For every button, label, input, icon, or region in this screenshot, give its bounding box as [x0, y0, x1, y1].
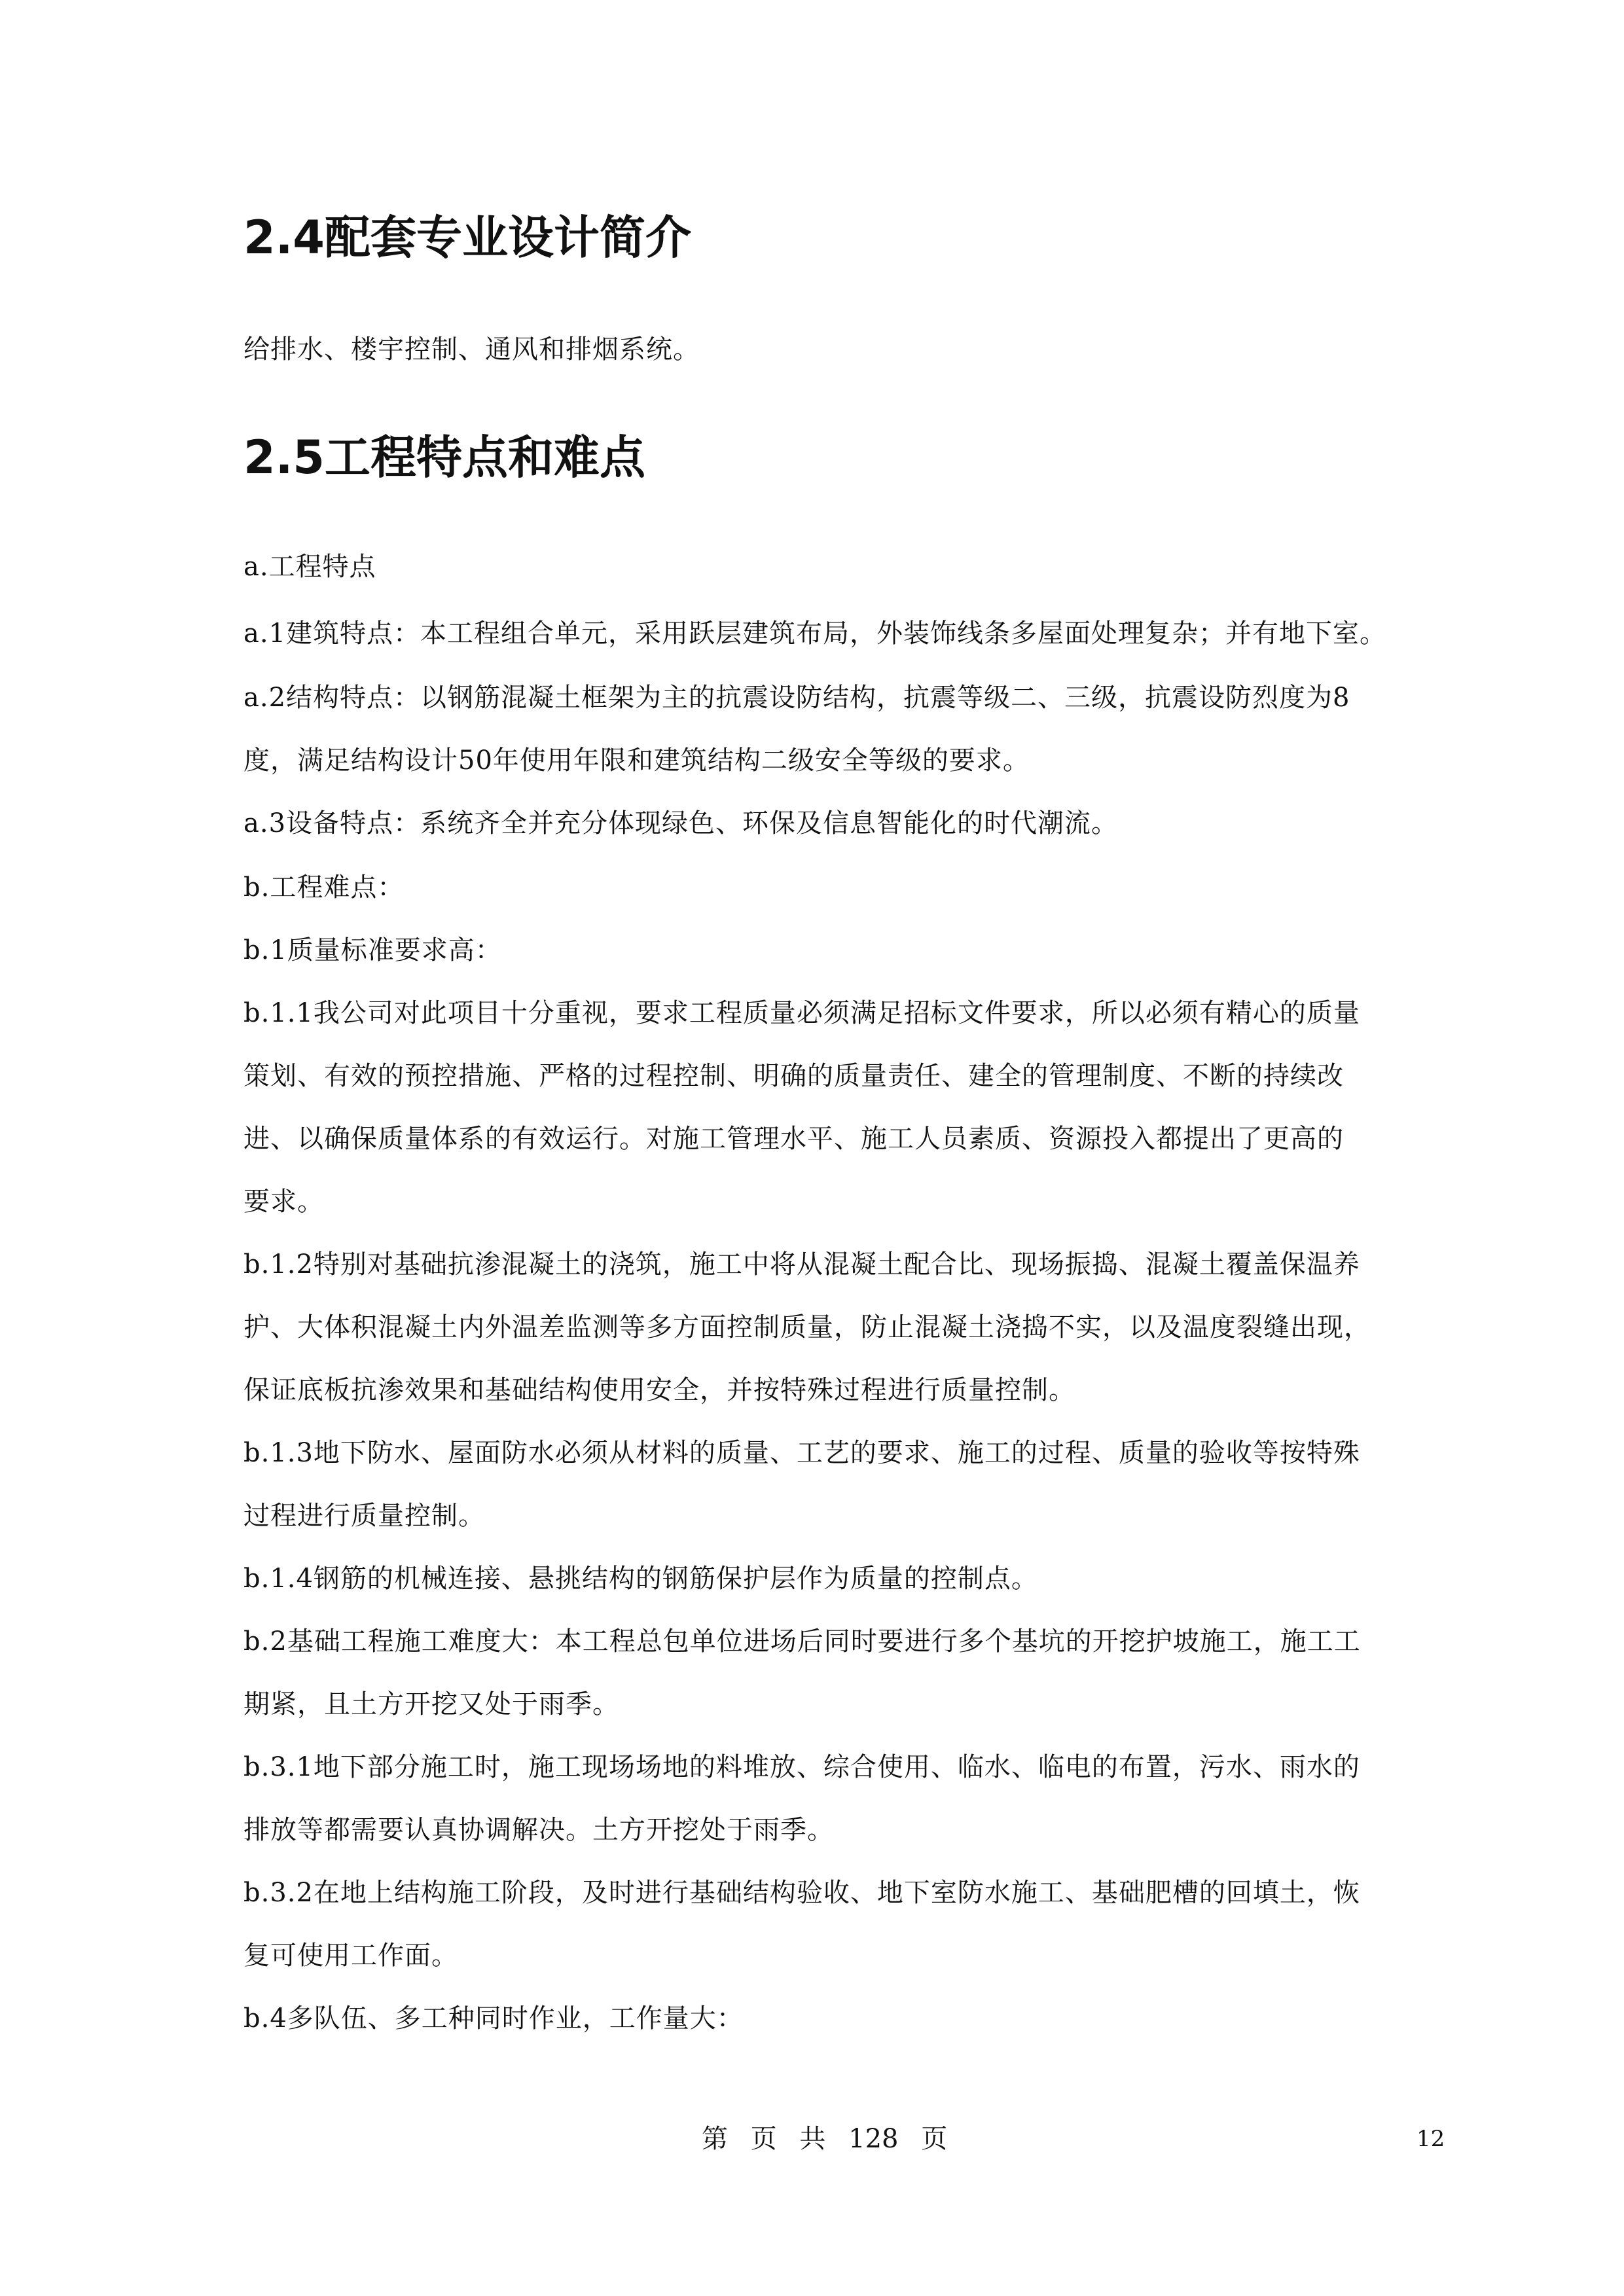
paragraph-line: b.1质量标准要求高：	[244, 935, 502, 965]
paragraph-line: b.1.2特别对基础抗渗混凝土的浇筑，施工中将从混凝土配合比、现场振捣、混凝土覆盖保温养	[244, 1249, 1360, 1280]
paragraph-line: 给排水、楼宇控制、通风和排烟系统。	[244, 334, 700, 365]
paragraph-line: 策划、有效的预控措施、严格的过程控制、明确的质量责任、建全的管理制度、不断的持续改	[244, 1061, 1344, 1091]
section-heading-2-5: 2.5工程特点和难点	[244, 431, 646, 484]
paragraph-line: 期紧，且土方开挖又处于雨季。	[244, 1689, 619, 1719]
paragraph-line: b.4多队伍、多工种同时作业，工作量大：	[244, 2003, 744, 2034]
paragraph-line: 保证底板抗渗效果和基础结构使用安全，并按特殊过程进行质量控制。	[244, 1375, 1075, 1405]
paragraph-line: b.1.1我公司对此项目十分重视，要求工程质量必须满足招标文件要求，所以必须有精心的质量	[244, 998, 1360, 1028]
paragraph-line: 复可使用工作面。	[244, 1941, 458, 1971]
paragraph-line: b.3.1地下部分施工时，施工现场场地的料堆放、综合使用、临水、临电的布置，污水、雨水的	[244, 1752, 1360, 1782]
paragraph-line: 排放等都需要认真协调解决。土方开挖处于雨季。	[244, 1815, 834, 1845]
paragraph-line: 护、大体积混凝土内外温差监测等多方面控制质量，防止混凝土浇捣不实，以及温度裂缝出现，	[244, 1312, 1371, 1342]
paragraph-line: 进、以确保质量体系的有效运行。对施工管理水平、施工人员素质、资源投入都提出了更高的	[244, 1124, 1344, 1154]
paragraph-line: b.1.3地下防水、屋面防水必须从材料的质量、工艺的要求、施工的过程、质量的验收等按特殊	[244, 1438, 1360, 1468]
paragraph-line: b.3.2在地上结构施工阶段，及时进行基础结构验收、地下室防水施工、基础肥槽的回填土，恢	[244, 1878, 1360, 1908]
paragraph-line: b.1.4钢筋的机械连接、悬挑结构的钢筋保护层作为质量的控制点。	[244, 1564, 1038, 1594]
paragraph-line: a.3设备特点：系统齐全并充分体现绿色、环保及信息智能化的时代潮流。	[244, 808, 1119, 838]
paragraph-line: 过程进行质量控制。	[244, 1501, 485, 1531]
paragraph-line: a.2结构特点：以钢筋混凝土框架为主的抗震设防结构，抗震等级二、三级，抗震设防烈度为8	[244, 683, 1350, 713]
page-footer-text: 第 页 共 128 页	[702, 2124, 948, 2154]
paragraph-line: 度，满足结构设计50年使用年限和建筑结构二级安全等级的要求。	[244, 745, 1030, 776]
paragraph-line: a.1建筑特点：本工程组合单元，采用跃层建筑布局，外装饰线条多屋面处理复杂；并有地下室。	[244, 619, 1387, 649]
paragraph-line: b.工程难点：	[244, 872, 405, 903]
paragraph-line: 要求。	[244, 1187, 324, 1217]
paragraph-line: a.工程特点	[244, 552, 376, 582]
section-heading-2-4: 2.4配套专业设计简介	[244, 211, 692, 264]
paragraph-line: b.2基础工程施工难度大：本工程总包单位进场后同时要进行多个基坑的开挖护坡施工，施工工	[244, 1626, 1361, 1657]
page-number: 12	[1416, 2126, 1445, 2152]
